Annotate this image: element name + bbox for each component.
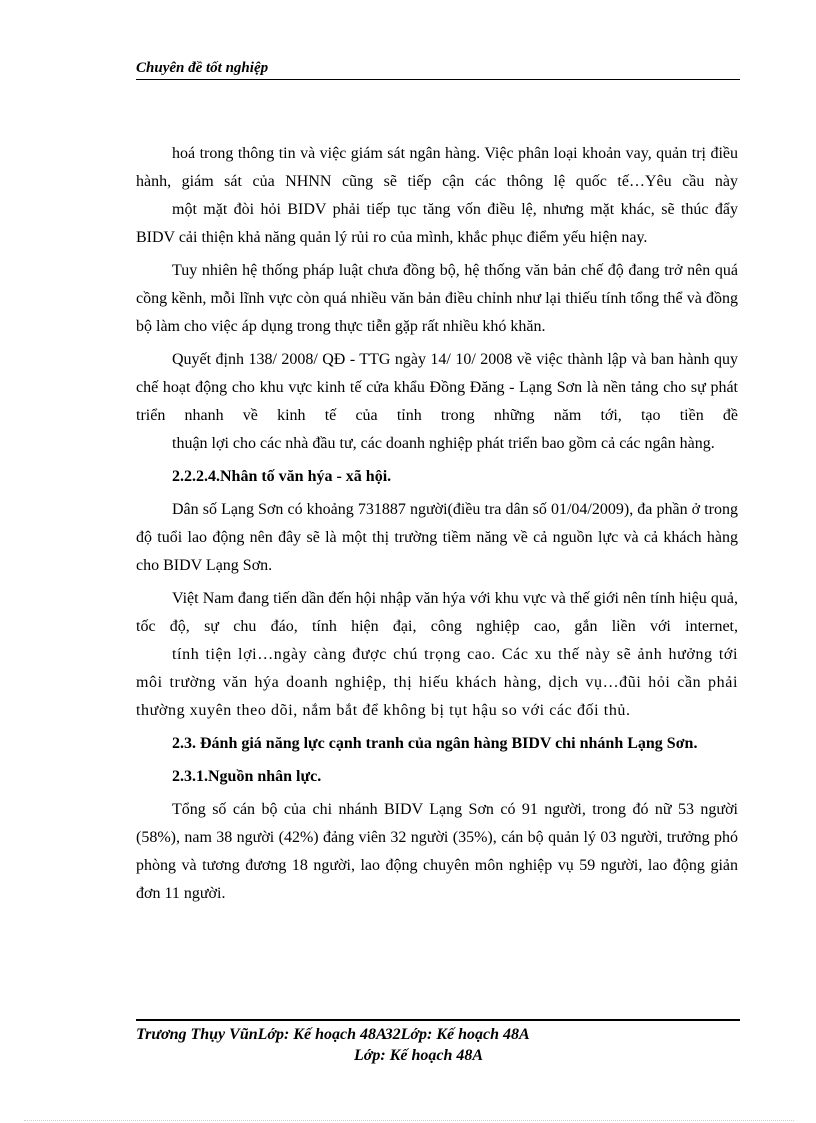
paragraph: hoá trong thông tin và việc giám sát ngân hàng. Việc phân loại khoản vay, quản trị điều hành, giám sát của NHNN cũng sẽ tiếp cận các thông lệ quốc tế…Yêu cầu này [136, 145, 738, 190]
paragraph: Việt Nam đang tiến dần đến hội nhập văn hýa với khu vực và thế giới nên tính hiệu quả, tốc độ, sự chu đáo, tính hiện đại, công nghiệp cao, gắn liền với internet, [136, 590, 738, 635]
footer-class-repeat: Lớp: Kế hoạch 48A [400, 1026, 530, 1043]
footer-line-1 [136, 1024, 740, 1045]
header-divider [136, 79, 740, 80]
paragraph: Quyết định 138/ 2008/ QĐ - TTG ngày 14/ 10/ 2008 về việc thành lập và ban hành quy chế hoạt động cho khu vực kinh tế cửa khẩu Đồng Đăng - Lạng Sơn là nền tảng cho sự phát triển nhanh về kinh tế của tỉnh trong những năm tới, tạo tiền đề [136, 351, 738, 424]
paragraph: Dân số Lạng Sơn có khoảng 731887 người(điều tra dân số 01/04/2009), đa phần ở trong độ tuổi lao động nên đây sẽ là một thị trường tiềm năng về cả nguồn lực và cả khách hàng cho BIDV Lạng Sơn. [136, 501, 738, 574]
footer-line-2: Lớp: Kế hoạch 48A [354, 1047, 484, 1064]
section-heading: 2.2.2.4.Nhân tố văn hýa - xã hội. [172, 468, 392, 485]
document-body [136, 140, 738, 913]
section-heading: 2.3. Đánh giá năng lực cạnh tranh của ngân hàng BIDV chi nhánh Lạng Sơn. [172, 735, 698, 752]
footer-divider [136, 1019, 740, 1021]
page-footer [136, 1024, 740, 1066]
paragraph: thuận lợi cho các nhà đầu tư, các doanh nghiệp phát triển bao gồm cả các ngân hàng. [172, 435, 715, 452]
footer-author-class: Trương Thụy VũnLớp: Kế hoạch 48A [136, 1026, 387, 1043]
page-number: 32 [384, 1026, 401, 1043]
page-header: Chuyên đề tốt nghiệp [136, 60, 269, 76]
paragraph: một mặt đòi hỏi BIDV phải tiếp tục tăng vốn điều lệ, nhưng mặt khác, sẽ thúc đẩy BIDV cải thiện khả năng quản lý rủi ro của mình, khắc phục điểm yếu hiện nay. [136, 201, 738, 246]
subsection-heading: 2.3.1.Nguồn nhân lực. [172, 768, 322, 785]
paragraph: Tổng số cán bộ của chi nhánh BIDV Lạng Sơn có 91 người, trong đó nữ 53 người (58%), nam 38 người (42%) đảng viên 32 người (35%), cán bộ quản lý 03 người, trưởng phó phòng và tương đương 18 người, lao động chuyên môn nghiệp vụ 59 người, lao động giản đơn 11 người. [136, 801, 738, 902]
paragraph: tính tiện lợi…ngày càng được chú trọng cao. Các xu thế này sẽ ảnh hưởng tới môi trường văn hýa doanh nghiệp, thị hiếu khách hàng, dịch vụ…đũi hỏi cần phải thường xuyên theo dõi, nắm bắt để không bị tụt hậu so với các đối thủ. [136, 646, 738, 719]
paragraph: Tuy nhiên hệ thống pháp luật chưa đồng bộ, hệ thống văn bản chế độ đang trở nên quá cồng kềnh, mỗi lĩnh vực còn quá nhiều văn bản điều chỉnh như lại thiếu tính tổng thể và đồng bộ làm cho việc áp dụng trong thực tiễn gặp rất nhiều khó khăn. [136, 262, 738, 335]
page-edge [24, 1120, 794, 1121]
